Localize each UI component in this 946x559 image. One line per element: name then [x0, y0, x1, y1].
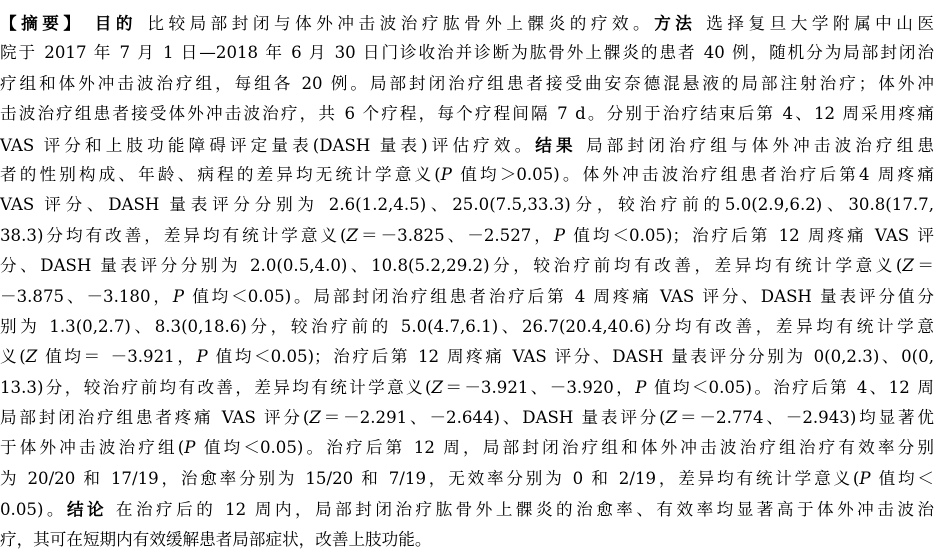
abstract-text: 分、DASH 量表评分分别为 2.0(0.5,4.0)、10.8(5.2,29.2)分，较治疗前均有改善，差异均有统计学意义( [0, 256, 903, 276]
abstract-text: 在治疗后的 12 周内，局部封闭治疗肱骨外上髁炎的治愈率、有效率均显著高于体外冲击波治 [107, 500, 934, 520]
abstract-text: 比较局部封闭与体外冲击波治疗肱骨外上髁炎的疗效。 [147, 14, 655, 33]
abstract-line [0, 525, 934, 555]
abstract-text: 别为 1.3(0,2.7)、8.3(0,18.6)分，较治疗前的 5.0(4.7,6.1)、26.7(20.4,40.6)分均有改善，差异均有统计学意 [0, 316, 934, 336]
abstract-text: 于体外冲击波治疗组( [0, 438, 185, 458]
abstract-text: ＝ [913, 256, 934, 276]
stat-symbol: Z [665, 408, 678, 428]
stat-symbol: Z [902, 256, 914, 276]
abstract-text: 值均＜0.05)；治疗后第 12 周疼痛 VAS 评 [565, 225, 934, 245]
stat-symbol: Z [309, 408, 321, 428]
abstract-text: 局部封闭治疗组与体外冲击波治疗组患 [576, 135, 934, 155]
abstract-line [0, 221, 934, 251]
abstract-text: ＝－3.921、－3.920， [443, 377, 636, 397]
abstract-line [0, 403, 934, 433]
section-heading: 【摘要】 [0, 13, 85, 33]
section-heading: 方法 [654, 13, 697, 33]
abstract-text: VAS 评分、DASH 量表评分分别为 2.6(1.2,4.5)、25.0(7.5,33.3)分，较治疗前的5.0(2.9,6.2)、30.8(17.7, [0, 195, 934, 215]
abstract-line [0, 312, 934, 342]
abstract-line [0, 433, 934, 463]
abstract-text: 值均＜0.05)。局部封闭治疗组患者治疗后第 4 周疼痛 VAS 评分、DASH 量表评分值分 [184, 286, 934, 306]
section-heading: 目的 [84, 13, 148, 33]
abstract-line [0, 251, 934, 281]
section-heading: 结论 [66, 499, 108, 520]
stat-symbol: P [172, 286, 185, 306]
stat-symbol: P [859, 468, 871, 488]
abstract-text: 者的性别构成、年龄、病程的差异均无统计学意义( [0, 164, 441, 184]
stat-symbol: Z [431, 377, 444, 397]
abstract-text: 院于 2017 年 7 月 1 日—2018 年 6 月 30 日门诊收治并诊断为肱骨外上髁炎的患者 40 例，随机分为局部封闭治 [0, 43, 934, 63]
abstract-line [0, 8, 934, 38]
abstract-text: 疗组和体外冲击波治疗组，每组各 20 例。局部封闭治疗组患者接受曲安奈德混悬液的局部注射治疗；体外冲 [0, 73, 934, 93]
abstract-text: 值均＝ －3.921， [37, 347, 197, 367]
abstract-text: 选择复旦大学附属中山医 [696, 14, 934, 33]
abstract-line [0, 494, 934, 524]
abstract-line [0, 130, 934, 160]
abstract-line [0, 342, 934, 372]
abstract-line [0, 38, 934, 68]
abstract-line [0, 99, 934, 129]
stat-symbol: Z [25, 347, 38, 367]
abstract-text: ＝－2.774、－2.943)均显著优 [677, 408, 934, 428]
abstract-line [0, 464, 934, 494]
abstract-text: －3.875、－3.180， [0, 286, 173, 306]
abstract-line [0, 373, 934, 403]
abstract-text: 值均＞0.05)。体外冲击波治疗组患者治疗后第4 周疼痛 [451, 164, 934, 184]
abstract-text: 疗，其可在短期内有效缓解患者局部症状，改善上肢功能。 [0, 529, 432, 549]
section-heading: 结果 [535, 134, 577, 155]
abstract-text: 局部封闭治疗组患者疼痛 VAS 评分( [0, 408, 310, 428]
abstract-text: 值均＜ [870, 468, 934, 488]
abstract-text: 0.05)。 [0, 500, 67, 520]
stat-symbol: P [184, 438, 196, 458]
abstract-text: 38.3)分均有改善，差异均有统计学意义( [0, 225, 347, 245]
abstract-text: ＝－2.291、－2.644)、DASH 量表评分( [320, 408, 666, 428]
abstract-text: 值均＜0.05)。治疗后第 12 周，局部封闭治疗组和体外冲击波治疗组治疗有效率分别 [195, 438, 934, 458]
stat-symbol: P [440, 164, 452, 184]
stat-symbol: P [635, 377, 647, 397]
stat-symbol: P [553, 225, 566, 245]
abstract-text: ＝－3.825、－2.527， [358, 225, 554, 245]
stat-symbol: Z [346, 225, 359, 245]
abstract-text: 为 20/20 和 17/19，治愈率分别为 15/20 和 7/19，无效率分别为 0 和 2/19，差异均有统计学意义( [0, 468, 860, 488]
abstract-text: 13.3)分，较治疗前均有改善，差异均有统计学意义( [0, 377, 432, 397]
abstract-line [0, 69, 934, 99]
abstract-text: 击波治疗组患者接受体外冲击波治疗，共 6 个疗程，每个疗程间隔 7 d。分别于治疗结束后第 4、12 周采用疼痛 [0, 104, 934, 124]
abstract-text: 值均＜0.05)。治疗后第 4、12 周 [646, 377, 934, 397]
abstract-line [0, 282, 934, 312]
abstract-line [0, 160, 934, 190]
stat-symbol: P [196, 347, 208, 367]
abstract-text: 义( [0, 347, 26, 367]
abstract-text: VAS 评分和上肢功能障碍评定量表(DASH 量表)评估疗效。 [0, 135, 536, 155]
abstract-line [0, 190, 934, 220]
abstract-text: 值均＜0.05)；治疗后第 12 周疼痛 VAS 评分、DASH 量表评分分别为 0(0,2.3)、0(0, [207, 347, 934, 367]
